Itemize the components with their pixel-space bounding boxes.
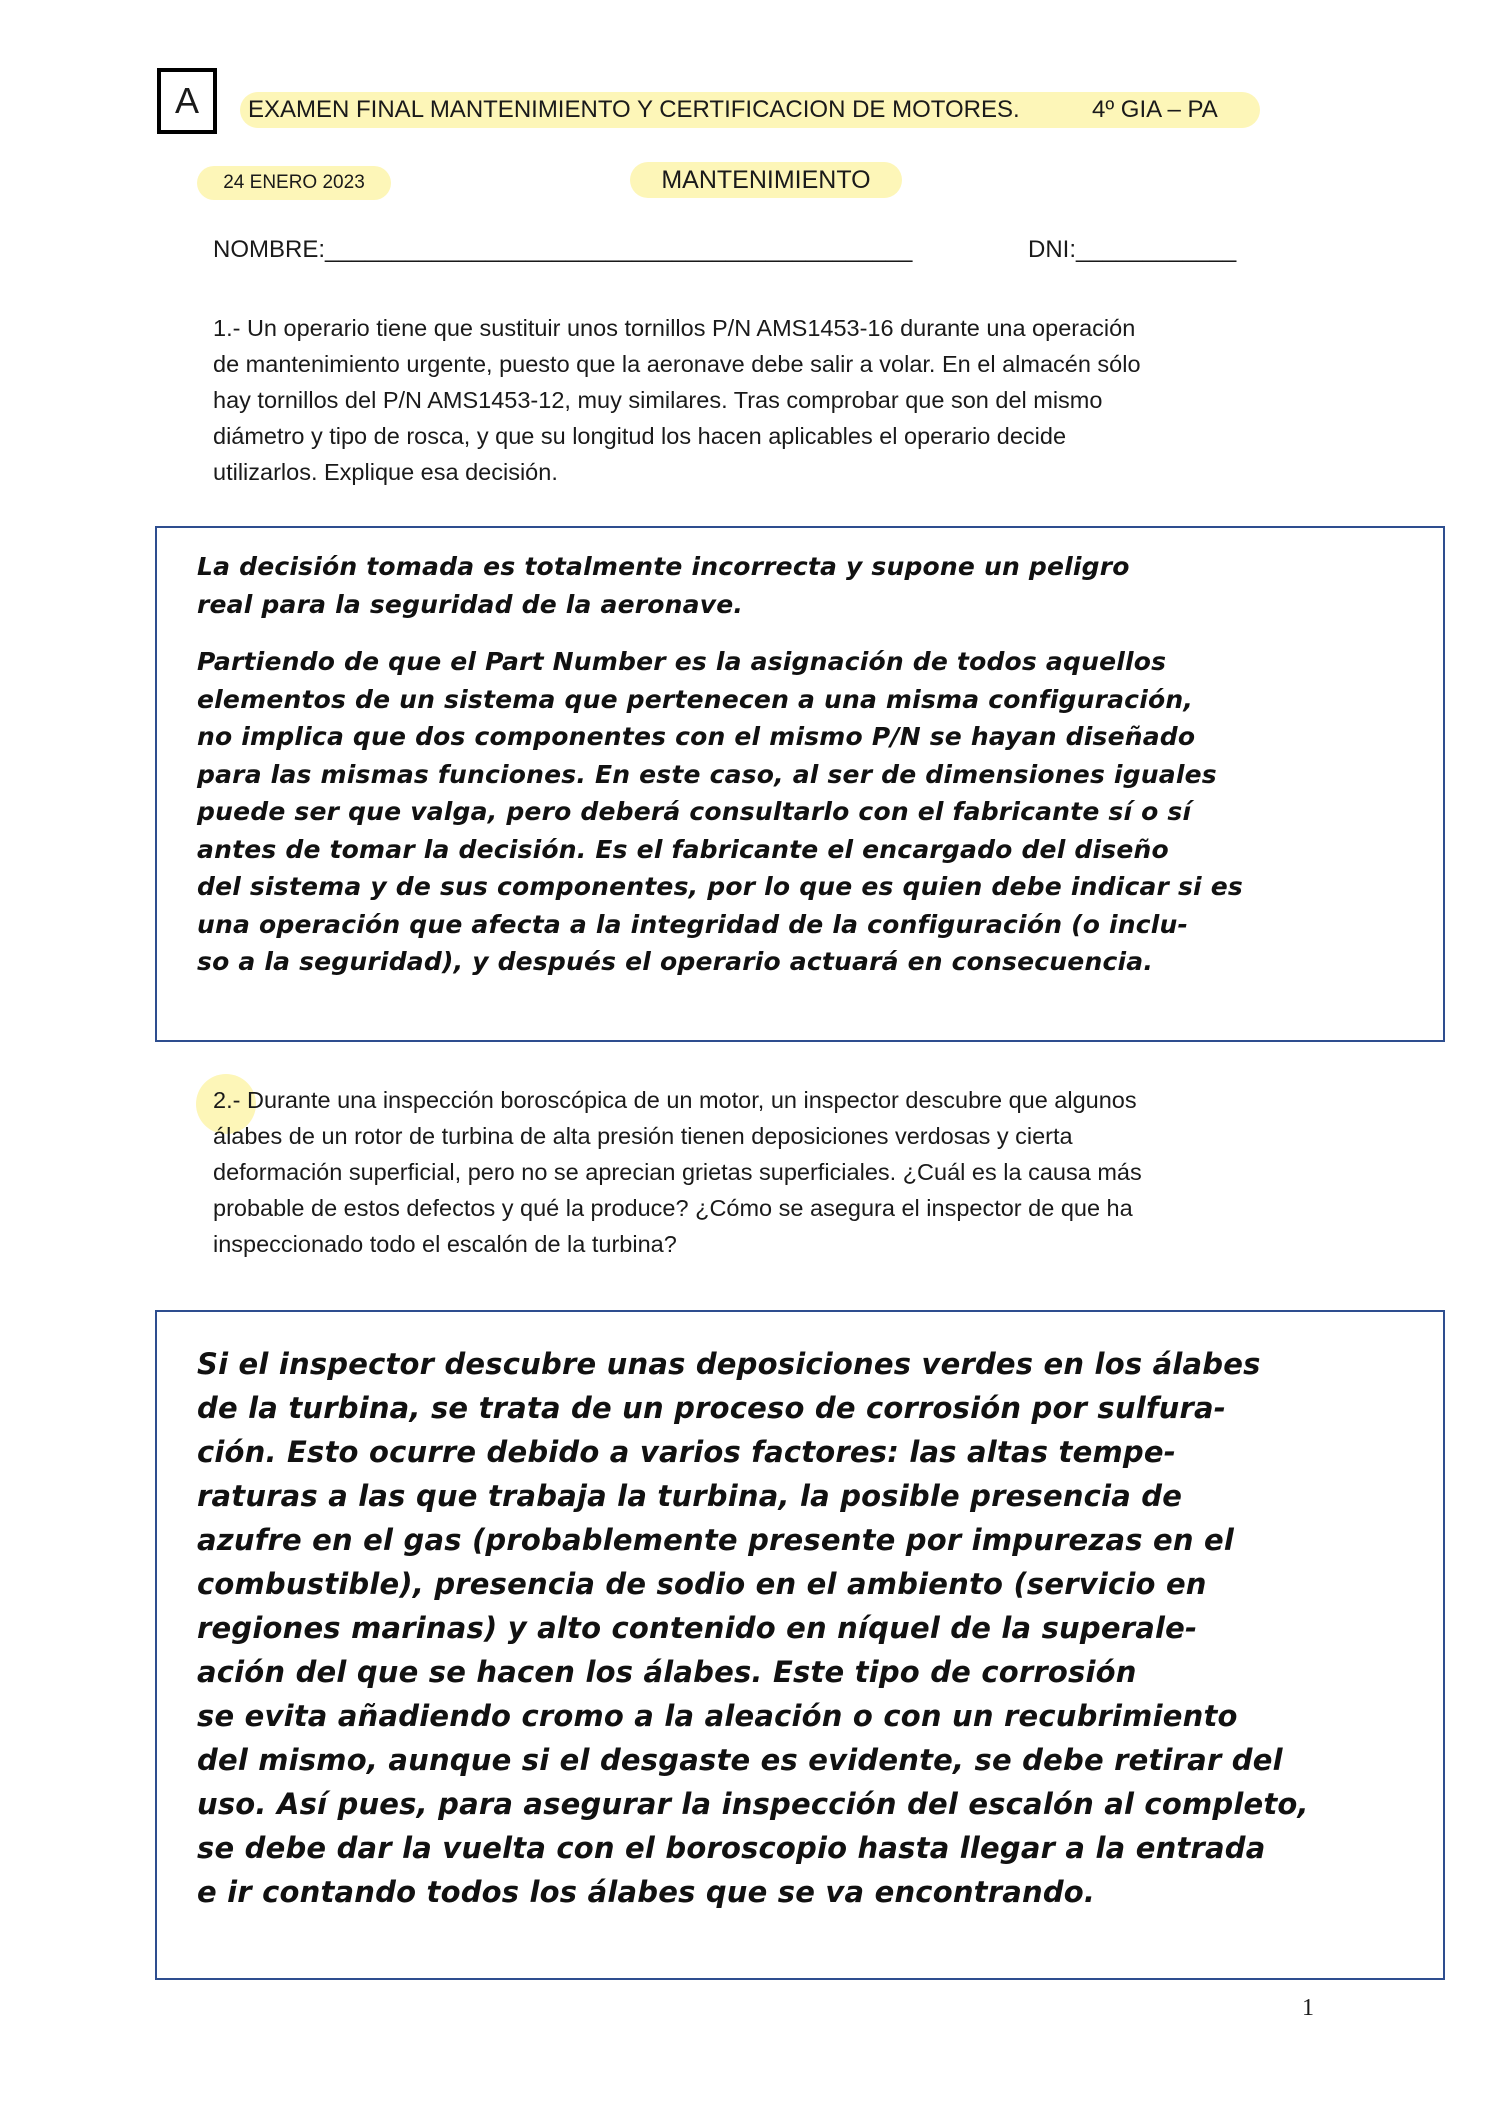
answer-line: se evita añadiendo cromo a la aleación o con un recubrimiento	[197, 1699, 1238, 1733]
exam-subject: MANTENIMIENTO	[630, 162, 902, 198]
question-2-number: 2.-	[213, 1087, 241, 1113]
answer-line: no implica que dos componentes con el mismo P/N se hayan diseñado	[197, 722, 1196, 751]
answer-line: ación del que se hacen los álabes. Este tipo de corrosión	[197, 1655, 1137, 1689]
question-2-line: probable de estos defectos y qué la produce? ¿Cómo se asegura el inspector de que ha	[213, 1195, 1133, 1221]
answer-line: del sistema y de sus componentes, por lo que es quien debe indicar si es	[197, 872, 1243, 901]
name-field-label: NOMBRE:____________________________________________	[213, 236, 913, 263]
answer-box-1	[155, 526, 1445, 1042]
answer-line: ción. Esto ocurre debido a varios factores: las altas tempe-	[197, 1435, 1176, 1469]
question-1-line: utilizarlos. Explique esa decisión.	[213, 459, 558, 485]
handwritten-answer-2	[197, 1342, 1419, 1914]
question-2-line	[213, 1082, 1333, 1118]
answer-line: Partiendo de que el Part Number es la asignación de todos aquellos	[197, 647, 1167, 676]
answer-line: so a la seguridad), y después el operario actuará en consecuencia.	[197, 947, 1154, 976]
student-id-line	[213, 236, 1237, 264]
course-label: 4º GIA – PA	[1092, 96, 1218, 123]
question-1	[213, 310, 1333, 490]
answer-line: se debe dar la vuelta con el boroscopio hasta llegar a la entrada	[197, 1831, 1266, 1865]
question-2	[213, 1082, 1333, 1262]
question-2-line: inspeccionado todo el escalón de la turbina?	[213, 1231, 677, 1257]
question-1-line: hay tornillos del P/N AMS1453-12, muy similares. Tras comprobar que son del mismo	[213, 387, 1103, 413]
answer-line: uso. Así pues, para asegurar la inspección del escalón al completo,	[197, 1787, 1309, 1821]
handwritten-answer-1	[197, 548, 1419, 981]
question-2-line: deformación superficial, pero no se aprecian grietas superficiales. ¿Cuál es la causa más	[213, 1159, 1142, 1185]
answer-line: e ir contando todos los álabes que se va encontrando.	[197, 1875, 1096, 1909]
answer-line: real para la seguridad de la aeronave.	[197, 589, 744, 619]
exam-version-box: A	[157, 68, 217, 134]
answer-box-2	[155, 1310, 1445, 1980]
answer-line: azufre en el gas (probablemente presente por impurezas en el	[197, 1523, 1235, 1557]
answer-line: del mismo, aunque si el desgaste es evidente, se debe retirar del	[197, 1743, 1283, 1777]
answer-line: La decisión tomada es totalmente incorrecta y supone un peligro	[197, 552, 1130, 581]
exam-date: 24 ENERO 2023	[197, 166, 391, 200]
page-number: 1	[1302, 1995, 1314, 2021]
answer-line: combustible), presencia de sodio en el ambiento (servicio en	[197, 1567, 1207, 1601]
answer-line: de la turbina, se trata de un proceso de corrosión por sulfura-	[197, 1391, 1227, 1425]
answer-line: raturas a las que trabaja la turbina, la posible presencia de	[197, 1479, 1183, 1513]
answer-line: regiones marinas) y alto contenido en níquel de la superale-	[197, 1611, 1198, 1645]
answer-line: puede ser que valga, pero deberá consultarlo con el fabricante sí o sí	[197, 797, 1192, 826]
question-2-line: álabes de un rotor de turbina de alta presión tienen deposiciones verdosas y cierta	[213, 1123, 1073, 1149]
answer-line: una operación que afecta a la integridad de la configuración (o inclu-	[197, 909, 1189, 939]
answer-line: para las mismas funciones. En este caso, al ser de dimensiones iguales	[197, 759, 1217, 789]
exam-title-banner	[240, 92, 1260, 128]
answer-line: elementos de un sistema que pertenecen a una misma configuración,	[197, 684, 1194, 714]
exam-title: EXAMEN FINAL MANTENIMIENTO Y CERTIFICACION DE MOTORES.	[248, 96, 1020, 123]
question-1-line: 1.- Un operario tiene que sustituir unos tornillos P/N AMS1453-16 durante una operación	[213, 315, 1136, 341]
dni-field-label: DNI:____________	[1028, 236, 1237, 263]
question-1-line: diámetro y tipo de rosca, y que su longitud los hacen aplicables el operario decide	[213, 423, 1067, 449]
question-1-line: de mantenimiento urgente, puesto que la aeronave debe salir a volar. En el almacén sólo	[213, 351, 1141, 377]
answer-line: Si el inspector descubre unas deposiciones verdes en los álabes	[197, 1347, 1261, 1381]
question-2-first-line: Durante una inspección boroscópica de un motor, un inspector descubre que algunos	[240, 1087, 1137, 1113]
answer-line: antes de tomar la decisión. Es el fabricante el encargado del diseño	[197, 834, 1169, 864]
